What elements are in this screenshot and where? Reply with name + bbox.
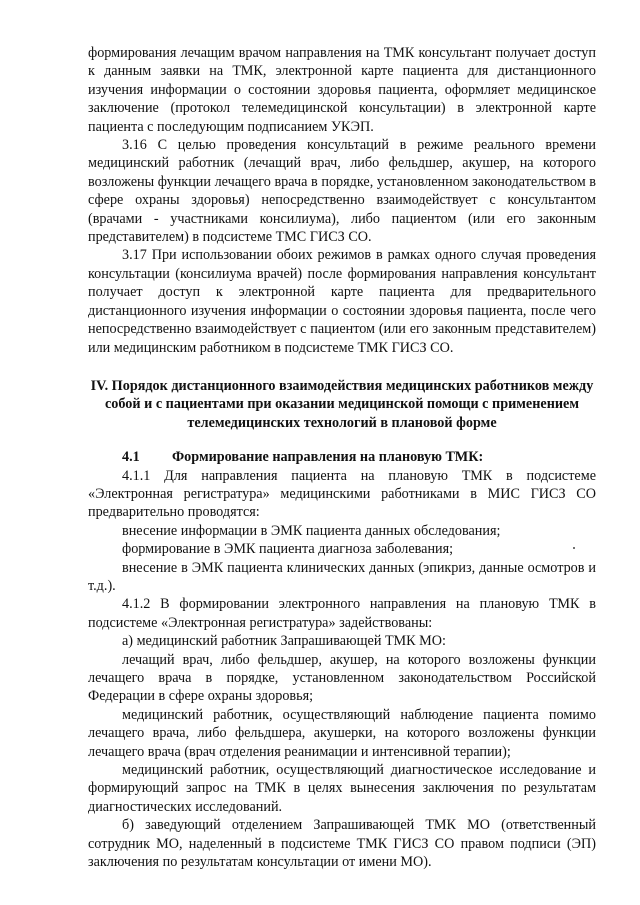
paragraph-3-17: 3.17 При использовании обоих режимов в рамках одного случая проведения консультации (консилиума врачей) после формирования направления консультант получает доступ к электронной карте пациента для предварительного дистанционного изучения информации о состоянии здоровья пациента, после чего непосредственно взаимодействует с пациентом (или его законным представителем) или медицинским работником в подсистеме ТМК ГИСЗ СО. [88,247,596,356]
list-item-observing-worker: медицинский работник, осуществляющий наблюдение пациента помимо лечащего врача, либо фельдшера, акушерки, на которого возложены функции лечащего врача (врач отделения реанимации и интенсивной терапии); [88,706,596,760]
list-item-exam-data: внесение информации в ЭМК пациента данных обследования; [122,522,501,539]
spacer [88,432,596,448]
list-item-a: а) медицинский работник Запрашивающей ТМК МО: [122,633,446,650]
paragraph-4-1-1: 4.1.1 Для направления пациента на плановую ТМК в подсистеме «Электронная регистратура» медицинскими работниками в МИС ГИСЗ СО предварительно проводятся: [88,467,596,521]
document-page [88,44,596,871]
spacer [88,357,596,377]
list-item-b: б) заведующий отделением Запрашивающей ТМК МО (ответственный сотрудник МО, наделенный в подсистеме ТМК ГИСЗ СО правом подписи (ЭП) заключения по результатам консультации от имени МО). [88,817,596,871]
paragraph-3-16: 3.16 С целью проведения консультаций в режиме реального времени медицинский работник (лечащий врач, либо фельдшер, акушер, на которого возложены функции лечащего врача в порядке, установленном законодательством в сфере охраны здоровья) непосредственно взаимодействует с консультантом (врачами - участниками консилиума), либо пациентом (или его законным представителем) в подсистеме ТМС ГИСЗ СО. [88,137,596,246]
paragraph-tmk-continuation: формирования лечащим врачом направления на ТМК консультант получает доступ к данным заявки на ТМК, электронной карте пациента для дистанционного изучения информации о состоянии здоровья пациента, оформляет медицинское заключение (протокол телемедицинской консультации) в электронной карте пациента с последующим подписанием УКЭП. [88,45,596,135]
subsection-number: 4.1 [122,449,140,466]
scan-speck [573,547,575,549]
list-item-diagnostic-worker: медицинский работник, осуществляющий диагностическое исследование и формирующий запрос на ТМК в целях вынесения заключения по результатам диагностических исследований. [88,762,596,815]
subsection-title: Формирование направления на плановую ТМК: [172,449,484,466]
paragraph-4-1-2: 4.1.2 В формировании электронного направления на плановую ТМК в подсистеме «Электронная регистратура» задействованы: [88,596,596,631]
subsection-heading-4-1 [88,448,596,466]
list-item-attending-doctor: лечащий врач, либо фельдшер, акушер, на которого возложены функции лечащего врача в порядке, установленном законодательством Российской Федерации в сфере охраны здоровья; [88,651,596,705]
list-item-clinical-data: внесение в ЭМК пациента клинических данных (эпикриз, данные осмотров и т.д.). [88,559,596,594]
section-heading-iv: IV. Порядок дистанционного взаимодействия медицинских работников между собой и с пациентами при оказании медицинской помощи с применением телемедицинских технологий в плановой форме [90,377,594,431]
list-item-diagnosis: формирование в ЭМК пациента диагноза заболевания; [122,541,454,558]
